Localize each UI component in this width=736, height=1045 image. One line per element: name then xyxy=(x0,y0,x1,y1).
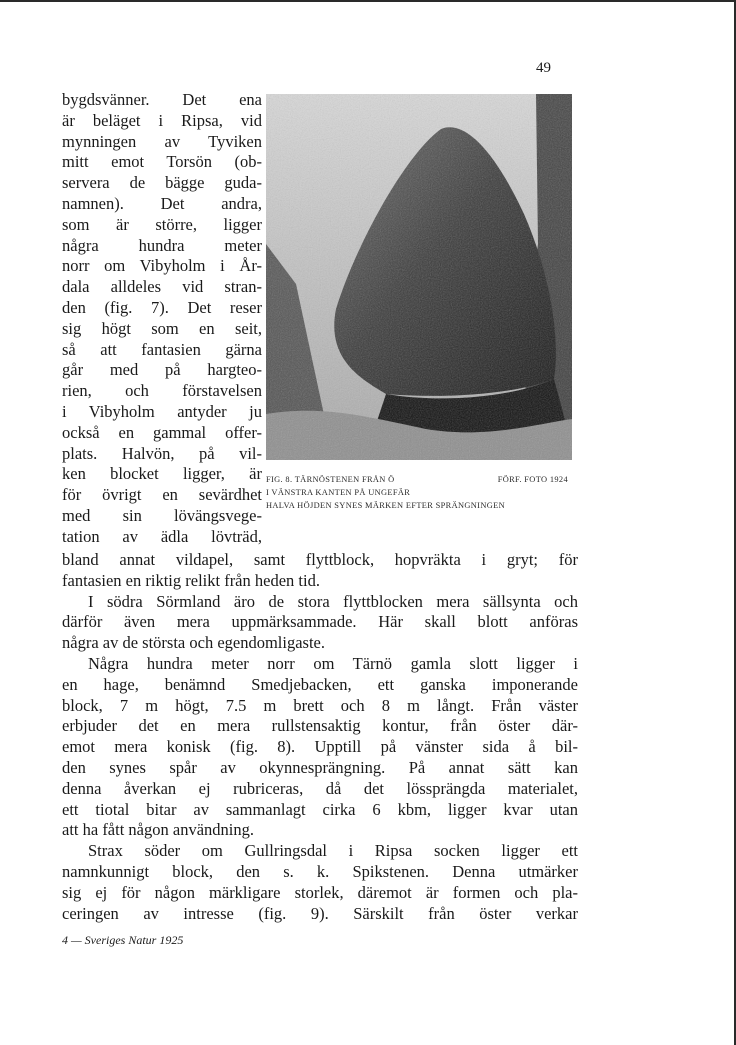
text-line: för övrigt en sevärdhet xyxy=(62,485,262,505)
text-line: den (fig. 7). Det reser xyxy=(62,297,262,317)
text-line: I södra Sörmland äro de stora flyttblocken mera sällsynta och xyxy=(88,591,578,611)
text-line: som är större, ligger xyxy=(62,214,262,234)
text-line: emot mera konisk (fig. 8). Upptill på vänster sida å bil- xyxy=(62,737,578,757)
text-line: bygdsvänner. Det ena xyxy=(62,90,262,109)
caption-title: FIG. 8. TÄRNÖSTENEN FRÅN Ö xyxy=(266,475,395,484)
caption-credit: FÖRF. FOTO 1924 xyxy=(497,475,568,484)
page-number: 49 xyxy=(536,60,551,76)
caption-line-3 xyxy=(266,499,568,512)
text-line: i Vibyholm antyder ju xyxy=(62,401,262,421)
text-line: servera de bägge guda- xyxy=(62,173,262,193)
figure-caption xyxy=(266,473,568,512)
caption-line-2-text: I VÄNSTRA KANTEN PÅ UNGEFÄR xyxy=(266,488,411,497)
text-line: denna åverkan ej rubriceras, då det lössprängda materialet, xyxy=(62,778,578,798)
caption-line-2 xyxy=(266,486,568,499)
text-line: bland annat vildapel, samt flyttblock, hopvräkta i gryt; för xyxy=(62,550,578,569)
text-line: några hundra meter xyxy=(62,235,262,255)
text-line: ken blocket ligger, är xyxy=(62,464,262,484)
text-line: några av de största och egendomligaste. xyxy=(62,633,325,653)
text-line: att ha fått någon användning. xyxy=(62,820,254,840)
text-line: så att fantasien gärna xyxy=(62,339,262,359)
text-line: norr om Vibyholm i År- xyxy=(62,256,262,276)
text-line: Strax söder om Gullringsdal i Ripsa socken ligger ett xyxy=(88,841,578,861)
text-line: plats. Halvön, på vil- xyxy=(62,443,262,463)
page-footer: 4 — Sveriges Natur 1925 xyxy=(62,933,184,947)
text-line: går med på hargteo- xyxy=(62,360,262,380)
text-line: dala alldeles vid stran- xyxy=(62,277,262,297)
caption-line-1 xyxy=(266,473,568,486)
text-line: fantasien en riktig relikt från heden tid. xyxy=(62,570,320,590)
text-line: den synes spår av okynnesprängning. På annat sätt kan xyxy=(62,757,578,777)
wrapped-text-column xyxy=(62,90,262,548)
text-line: är beläget i Ripsa, vid xyxy=(62,110,262,130)
text-line: tation av ädla lövträd, xyxy=(62,526,262,546)
caption-line-3-text: HALVA HÖJDEN SYNES MÄRKEN EFTER SPRÄNGNINGEN xyxy=(266,501,505,510)
text-line: mynningen av Tyviken xyxy=(62,131,262,151)
text-line: ceringen av intresse (fig. 9). Särskilt från öster verkar xyxy=(62,903,578,923)
text-line: rien, och förstavelsen xyxy=(62,381,262,401)
text-line: mitt emot Torsön (ob- xyxy=(62,152,262,172)
scan-edge-top xyxy=(0,0,736,2)
text-line: namnen). Det andra, xyxy=(62,193,262,213)
text-line: med sin lövängsvege- xyxy=(62,505,262,525)
text-line: ett tiotal bitar av sammanlagt cirka 6 kbm, ligger kvar utan xyxy=(62,799,578,819)
photo-grain xyxy=(266,94,572,460)
text-line: block, 7 m högt, 7.5 m brett och 8 m långt. Från väster xyxy=(62,695,578,715)
text-line: också en gammal offer- xyxy=(62,422,262,442)
text-line: sig högt som en seit, xyxy=(62,318,262,338)
text-line: sig ej för någon märkligare storlek, däremot är formen och pla- xyxy=(62,882,578,902)
figure-8-photo xyxy=(266,94,572,460)
text-line: Några hundra meter norr om Tärnö gamla slott ligger i xyxy=(88,653,578,673)
text-line: erbjuder det en mera rullstensaktig kontur, från öster där- xyxy=(62,716,578,736)
full-width-text xyxy=(62,550,578,924)
text-line: namnkunnigt block, den s. k. Spikstenen. Denna utmärker xyxy=(62,861,578,881)
text-line: därför även mera uppmärksammade. Här skall blott anföras xyxy=(62,612,578,632)
text-line: en hage, benämnd Smedjebacken, ett ganska imponerande xyxy=(62,674,578,694)
